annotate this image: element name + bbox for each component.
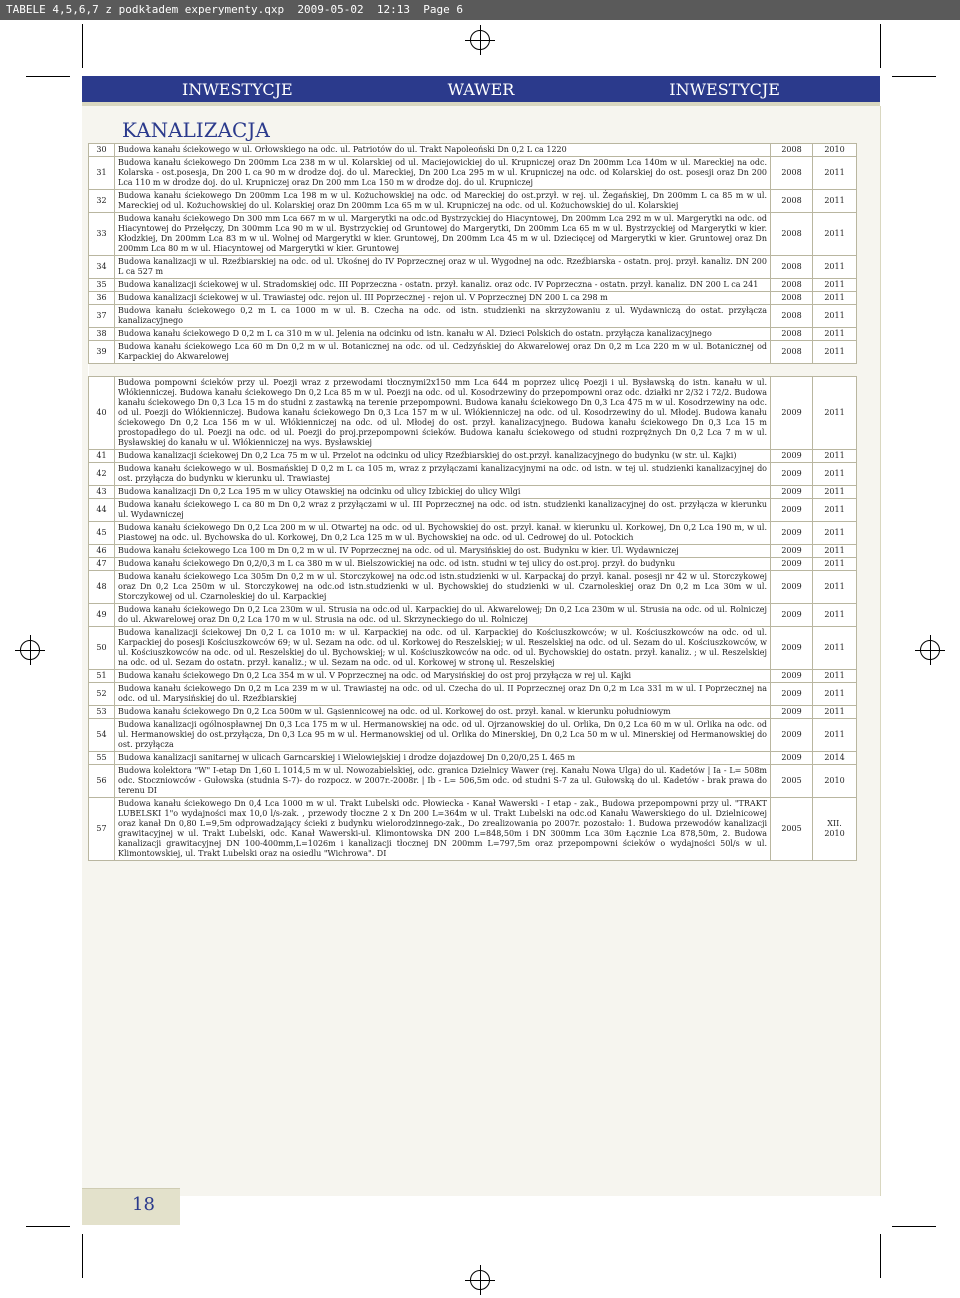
row-end-year: 2011 xyxy=(813,463,857,486)
row-start-year: 2009 xyxy=(771,670,813,683)
row-number: 43 xyxy=(89,486,115,499)
row-end-year: 2011 xyxy=(813,486,857,499)
row-number: 31 xyxy=(89,157,115,190)
row-number: 48 xyxy=(89,571,115,604)
row-start-year: 2008 xyxy=(771,279,813,292)
table-row xyxy=(89,213,857,256)
row-description: Budowa kanału ściekowego 0,2 m L ca 1000 m w ul. B. Czecha na odc. od istn. studzienki na skrzyżowaniu z ul. Wydawniczą do ostat. przyłącza kanalizacyjnego xyxy=(115,305,771,328)
row-start-year: 2009 xyxy=(771,604,813,627)
table-row xyxy=(89,752,857,765)
table-row xyxy=(89,144,857,157)
table-row xyxy=(89,604,857,627)
section-title: KANALIZACJA xyxy=(122,118,270,142)
row-start-year: 2008 xyxy=(771,213,813,256)
table-row xyxy=(89,341,857,364)
row-number: 56 xyxy=(89,765,115,798)
row-end-year: 2011 xyxy=(813,499,857,522)
row-end-year: 2010 xyxy=(813,765,857,798)
row-description: Budowa pompowni ścieków przy ul. Poezji wraz z przewodami tłocznymi2x150 mm Lca 644 m poprzez ulicę Poezji i ul. Bysławską do istn. kanału w ul. Włókienniczej. Budowa kanału ściekowego Dn 0,2 Lca 85 m w ul. Poezji na odc. od ul. Kosodrzewiny do przepompowni oraz odc. działki nr 2/32 i 72/2. Budowa kanału ściekowego Dn 0,3 Lca 15 m do studni z zastawką na terenie przepompowni. Budowa kanału ściekowego Dn 0,3 Lca 475 m w ul. Kosodrzewiny na odc. od ul. Poezji do Włókienniczej. Budowa kanału ściekowego Dn 0,3 Lca 157 m w ul. Włókienniczej na odc. od ul. Kosodrzewiny do ul. Młodej. Budowa kanału ściekowego Dn 0,2 Lca 156 m w ul. Włókienniczej na odc. od ul. Młodej do ost. przył. kanalizacyjnego. Budowa kanału ściekowego Dn 0,3 Lca 15 m prostopadłego do ul. Poezji na odc. od ul. Poezji do proj.przepompowni ścieków. Budowa kanału ściekowego od studni rozprężnych Dn 0,2 Lca 7 m w ul. Bysławskiej do kanału w ul. Włókienniczej na wys. Bysławskiej xyxy=(115,377,771,450)
row-description: Budowa kanału ściekowego Dn 0,2 Lca 500m w ul. Gąsiennicowej na odc. od ul. Korkowej do ost. przył. kanal. w kierunku południowym xyxy=(115,706,771,719)
row-number: 53 xyxy=(89,706,115,719)
row-number: 52 xyxy=(89,683,115,706)
row-description: Budowa kanału ściekowego Dn 300 mm Lca 667 m w ul. Margerytki na odc.od Bystrzyckiej do Hiacyntowej, Dn 200mm Lca 292 m w ul. Margerytki na odc. od Hiacyntowej do Przełęczy, Dn 300mm Lca 90 m w ul. Bystrzyckiej od Gruntowej do Margerytki, Dn 200mm Lca 65 m w ul. Bystrzyckiej od Margerytki w kier. Kłodzkiej, Dn 200mm Lca 83 m w ul. Wolnej od Margerytki w kier. Gruntowej, Dn 200mm Lca 45 m w ul. Dziecięcej od Margerytki w kier. Gruntowej oraz Dn 200mm Lca 80 m w ul. Hiacyntowej od Margerytki w kier. Gruntowej xyxy=(115,213,771,256)
table-row xyxy=(89,706,857,719)
row-start-year: 2008 xyxy=(771,305,813,328)
row-start-year: 2009 xyxy=(771,522,813,545)
row-start-year: 2009 xyxy=(771,463,813,486)
row-description: Budowa kanalizacji ściekowej Dn 0,2 L ca 1010 m: w ul. Karpackiej na odc. od ul. Karpackiej do Kościuszkowców; w ul. Kościuszkowców na odc. od ul. Karpackiej do posesji Kościuszkowców 69; w ul. Sezam na odc. od ul. Korkowej do Reszelskiej; w ul. Reszelskiej na odc. od ul. Sezam do ul. Kościuszkowców, w ul. Kościuszkowców na odc. od ul. Reszelskiej do ul. Bychowskiej; w ul. Kościuszkowców na odc. od ul. Bychowskiej do ostatn. przył. kanaliz. ; w ul. Reszelskiej na odc. od ul. Sezam do ostatn. przył. kanaliz.; w ul. Sezam na odc. od ul. Korkowej w stronę ul. Reszelskiej xyxy=(115,627,771,670)
investment-table xyxy=(88,143,857,861)
row-start-year: 2009 xyxy=(771,499,813,522)
row-number: 35 xyxy=(89,279,115,292)
row-number: 49 xyxy=(89,604,115,627)
row-description: Budowa kanalizacji ściekowej w ul. Stradomskiej odc. III Poprzeczna - ostatn. przył. kanaliz. oraz odc. IV Poprzeczna - ostatn. przył. kanaliz. DN 200 L ca 241 xyxy=(115,279,771,292)
row-number: 42 xyxy=(89,463,115,486)
crop-mark xyxy=(82,1234,83,1278)
registration-mark-icon xyxy=(470,30,490,50)
row-end-year: 2011 xyxy=(813,706,857,719)
row-description: Budowa kanalizacji ściekowej w ul. Trawiastej odc. rejon ul. III Poprzecznej - rejon ul. V Poprzecznej DN 200 L ca 298 m xyxy=(115,292,771,305)
crop-mark xyxy=(26,76,70,77)
row-start-year: 2005 xyxy=(771,798,813,861)
row-end-year: 2011 xyxy=(813,157,857,190)
row-end-year: 2011 xyxy=(813,190,857,213)
row-number: 32 xyxy=(89,190,115,213)
row-description: Budowa kanału ściekowego Dn 0,2 Lca 354 m w ul. V Poprzecznej na odc. od Marysińskiej do ost proj przyłącza w rej ul. Kajki xyxy=(115,670,771,683)
row-start-year: 2009 xyxy=(771,719,813,752)
row-start-year: 2009 xyxy=(771,545,813,558)
table-row xyxy=(89,798,857,861)
crop-mark xyxy=(880,24,881,68)
row-number: 41 xyxy=(89,450,115,463)
row-number: 36 xyxy=(89,292,115,305)
table-row xyxy=(89,765,857,798)
row-description: Budowa kanału ściekowego Lca 100 m Dn 0,2 m w ul. IV Poprzecznej na odc. od ul. Marysińskiej do ost. Budynku w kier. Ul. Wydawniczej xyxy=(115,545,771,558)
table-row xyxy=(89,627,857,670)
row-end-year: 2011 xyxy=(813,627,857,670)
row-start-year: 2009 xyxy=(771,450,813,463)
row-end-year: 2011 xyxy=(813,377,857,450)
row-end-year: 2011 xyxy=(813,670,857,683)
row-description: Budowa kanału ściekowego w ul. Bosmańskiej D 0,2 m L ca 105 m, wraz z przyłączami kanalizacyjnymi na odc. od istn. w tej ul. studzienki kanalizacyjnej do ost. przyłącza do budynku w kierunku ul. Trawiastej xyxy=(115,463,771,486)
row-end-year: 2011 xyxy=(813,213,857,256)
table-gap xyxy=(89,364,857,377)
table-row xyxy=(89,463,857,486)
row-description: Budowa kanalizacji ściekowej Dn 0,2 Lca 75 m w ul. Przelot na odcinku od ulicy Rzeźbiarskiej do ost.przył. kanalizacyjnego do budynku (w str. ul. Kajki) xyxy=(115,450,771,463)
row-end-year: 2014 xyxy=(813,752,857,765)
header-center: WAWER xyxy=(447,79,515,99)
row-description: Budowa kanału ściekowego Dn 0,4 Lca 1000 m w ul. Trakt Lubelski odc. Płowiecka - Kanał Wawerski - I etap - zak., Budowa przepompowni przy ul. "TRAKT LUBELSKI 1"o wydajności max 10,0 l/s-zak. , przewody tłoczne 2 x Dn 200 L=364m w ul. Trakt Lubelski na odc.od Kanału Wawerskiego do ul. Dzielnicowej oraz kanał Dn 0,80 L=9,5m odprowadzający ścieki z budynku wielorodzinnego-zak., Do zrealizowania po 2007r. pozostało: 1. Budowa przewodów kanalizacji grawitacyjnej w ul. Trakt Lubelski, odc. Kanał Wawerski-ul. Klimontowska DN 200 L=848,50m i DN 300mm Lca 30m Łącznie Lca 878,50m, 2. Budowa kanalizacji grawitacyjnej DN 100-400mm,L=1026m i kanalizacji tłocznej DN 200mm L=797,5m oraz przepompowni ścieków o wydajności 50l/s w ul. Klimontowskiej, ul. Trakt Lubelski oraz na osiedlu "Wichrowa". DI xyxy=(115,798,771,861)
crop-mark xyxy=(892,76,936,77)
page-number-box xyxy=(82,1188,180,1225)
row-number: 57 xyxy=(89,798,115,861)
row-end-year: 2011 xyxy=(813,545,857,558)
row-start-year: 2008 xyxy=(771,256,813,279)
page-number: 18 xyxy=(132,1194,155,1215)
row-description: Budowa kanału ściekowego Dn 0,2/0,3 m L ca 380 m w ul. Bielszowickiej na odc. od istn. studni w tej ulicy do ost.proj. przył. do budynku xyxy=(115,558,771,571)
crop-mark xyxy=(880,1234,881,1278)
row-number: 30 xyxy=(89,144,115,157)
header-band xyxy=(82,76,880,102)
row-description: Budowa kolektora "W" I-etap Dn 1,60 L 1014,5 m w ul. Nowozabielskiej, odc. granica Dzielnicy Wawer (rej. Kanału Nowa Ulga) do ul. Kadetów | Ia - L= 508m odc. Stoczniowców - Gułowska (studnia S-7)- do rozpocz. w 2007r.-2008r. | Ib - L= 506,5m odc. od studni S-7 za ul. Gułowską do ul. Kadetów - brak prawa do terenu DI xyxy=(115,765,771,798)
row-description: Budowa kanalizacji Dn 0,2 Lca 195 m w ulicy Otawskiej na odcinku od ulicy Izbickiej do ulicy Wilgi xyxy=(115,486,771,499)
table-row xyxy=(89,292,857,305)
table-row xyxy=(89,558,857,571)
row-description: Budowa kanalizacji w ul. Rzeźbiarskiej na odc. od ul. Ukośnej do IV Poprzecznej oraz w ul. Wygodnej na odc. Rzeźbiarska - ostatn. proj. przył. kanaliz. DN 200 L ca 527 m xyxy=(115,256,771,279)
row-end-year: 2011 xyxy=(813,328,857,341)
table-row xyxy=(89,499,857,522)
row-description: Budowa kanału ściekowego w ul. Orłowskiego na odc. ul. Patriotów do ul. Trakt Napoleoński Dn 0,2 L ca 1220 xyxy=(115,144,771,157)
table-row xyxy=(89,190,857,213)
table-row xyxy=(89,305,857,328)
table-row xyxy=(89,719,857,752)
row-start-year: 2005 xyxy=(771,765,813,798)
row-description: Budowa kanału ściekowego D 0,2 m L ca 310 m w ul. Jelenia na odcinku od istn. kanału w Al. Dzieci Polskich do ostatn. przyłącza kanalizacyjnego xyxy=(115,328,771,341)
row-start-year: 2009 xyxy=(771,558,813,571)
table-row xyxy=(89,279,857,292)
crop-mark xyxy=(892,1226,936,1227)
row-end-year: 2011 xyxy=(813,279,857,292)
row-description: Budowa kanału ściekowego Dn 200mm Lca 238 m w ul. Kolarskiej od ul. Maciejowickiej do ul. Krupniczej oraz Dn 200mm Lca 140m w ul. Mareckiej na odc. Kolarska - ost.posesja, Dn 200 L ca 90 m w drodze doj. do ul. Mareckiej, Dn 200 Lca 295 m w ul. Krupniczej na odc. od Kolarskiej do ost. posesji oraz Dn 200 Lca 110 m w drodze doj. do ul. Krupniczej oraz Dn 200 mm Lca 150 m w drodze doj. do ul. Krupniczej xyxy=(115,157,771,190)
table-row xyxy=(89,670,857,683)
header-left: INWESTYCJE xyxy=(182,79,293,99)
row-number: 54 xyxy=(89,719,115,752)
table-row xyxy=(89,545,857,558)
row-end-year: 2011 xyxy=(813,719,857,752)
row-end-year: 2011 xyxy=(813,256,857,279)
row-number: 40 xyxy=(89,377,115,450)
row-start-year: 2008 xyxy=(771,190,813,213)
row-number: 55 xyxy=(89,752,115,765)
row-number: 33 xyxy=(89,213,115,256)
crop-mark xyxy=(26,1226,70,1227)
row-number: 45 xyxy=(89,522,115,545)
row-start-year: 2008 xyxy=(771,328,813,341)
row-end-year: 2011 xyxy=(813,522,857,545)
row-description: Budowa kanału ściekowego L ca 80 m Dn 0,2 wraz z przyłączami w ul. III Poprzecznej na odc. od istn. studzienki kanalizacyjnej do ost. przyłącza w kierunku ul. Wydawniczej xyxy=(115,499,771,522)
row-number: 39 xyxy=(89,341,115,364)
registration-mark-icon xyxy=(470,1270,490,1290)
row-start-year: 2009 xyxy=(771,486,813,499)
row-number: 50 xyxy=(89,627,115,670)
row-end-year: 2011 xyxy=(813,450,857,463)
row-description: Budowa kanalizacji sanitarnej w ulicach Garncarskiej i Wielowiejskiej i drodze dojazdowej Dn 0,20/0,25 L 465 m xyxy=(115,752,771,765)
row-number: 46 xyxy=(89,545,115,558)
table-row xyxy=(89,157,857,190)
registration-mark-icon xyxy=(20,640,40,660)
print-slug-header: TABELE 4,5,6,7 z podkładem experymenty.qxp 2009-05-02 12:13 Page 6 xyxy=(0,0,960,20)
row-start-year: 2009 xyxy=(771,571,813,604)
row-end-year: 2010 xyxy=(813,144,857,157)
row-description: Budowa kanału ściekowego Dn 0,2 Lca 200 m w ul. Otwartej na odc. od ul. Bychowskiej do ost. przył. kanał. w kierunku ul. Korkowej, Dn 0,2 Lca 190 m, w ul. Piastowej na odc. ul. Bychowska do ul. Korkowej, Dn 0,2 Lca 125 m w ul. Bychowskiej na odc. od ul. Cedrowej do ul. Potockich xyxy=(115,522,771,545)
row-end-year: 2011 xyxy=(813,683,857,706)
row-start-year: 2008 xyxy=(771,292,813,305)
table-row xyxy=(89,571,857,604)
table-row xyxy=(89,683,857,706)
row-end-year: 2011 xyxy=(813,305,857,328)
row-end-year: XII. 2010 xyxy=(813,798,857,861)
row-description: Budowa kanału ściekowego Lca 305m Dn 0,2 m w ul. Storczykowej na odc.od istn.studzienki w ul. Karpackaj do przył. kanal. posesji nr 42 w ul. Storczykowej oraz Dn 0,2 Lca 250m w ul. Storczykowej na odc.od istn.studzienki w ul. Bychowskiej do studzienki w ul. Czarnoleskiej oraz Dn 0,2 m Lca 30m w ul. Storczykowej od ul. Czarnoleskiej do ul. Karpackiej xyxy=(115,571,771,604)
table-row xyxy=(89,450,857,463)
registration-mark-icon xyxy=(920,640,940,660)
header-right: INWESTYCJE xyxy=(669,79,780,99)
row-description: Budowa kanału ściekowego Lca 60 m Dn 0,2 m w ul. Botanicznej na odc. od ul. Cedzyńskiej do Akwarelowej oraz Dn 0,2 m Lca 220 m w ul. Botanicznej od Karpackiej do Akwarelowej xyxy=(115,341,771,364)
crop-mark xyxy=(82,24,83,68)
row-end-year: 2011 xyxy=(813,341,857,364)
row-description: Budowa kanału ściekowego Dn 0,2 Lca 230m w ul. Strusia na odc.od ul. Karpackiej do ul. Akwarelowej; Dn 0,2 Lca 230m w ul. Strusia na odc. od ul. Rolniczej do ul. Akwarelowej oraz Dn 0,2 Lca 170 m w ul. Strusia na odc. od ul. Skrzyneckiego do ul. Rolniczej xyxy=(115,604,771,627)
row-description: Budowa kanału ściekowego Dn 200mm Lca 198 m w ul. Kożuchowskiej na odc. od Mareckiej do ost.przył. w rej. ul. Żegańskiej, Dn 200mm L ca 85 m w ul. Mareckiej od ul. Kożuchowskiej do ul. Kolarskiej oraz Dn 200mm Lca 65 m w ul. Krupniczej na odc. od ul. Kożuchowskiej do ul. Kolarskiej xyxy=(115,190,771,213)
row-number: 34 xyxy=(89,256,115,279)
row-end-year: 2011 xyxy=(813,571,857,604)
row-number: 47 xyxy=(89,558,115,571)
row-start-year: 2008 xyxy=(771,157,813,190)
row-number: 44 xyxy=(89,499,115,522)
row-end-year: 2011 xyxy=(813,292,857,305)
row-number: 51 xyxy=(89,670,115,683)
table-row xyxy=(89,377,857,450)
row-start-year: 2009 xyxy=(771,706,813,719)
row-number: 38 xyxy=(89,328,115,341)
row-start-year: 2009 xyxy=(771,752,813,765)
row-number: 37 xyxy=(89,305,115,328)
row-start-year: 2009 xyxy=(771,683,813,706)
row-description: Budowa kanalizacji ogólnospławnej Dn 0,3 Lca 175 m w ul. Hermanowskiej na odc. od ul. Ojrzanowskiej do ul. Orlika, Dn 0,2 Lca 60 m w ul. Orlika na odc. od ul. Hermanowskiej do ost.przyłącza, Dn 0,3 Lca 95 m w ul. Hermanowskiej od ul. Orlika do Minerskiej, Dn 0,2 Lca 50 m w ul. Minerskiej od Hermanowskiej do ost. przyłącza xyxy=(115,719,771,752)
row-start-year: 2009 xyxy=(771,627,813,670)
table-row xyxy=(89,328,857,341)
table-row xyxy=(89,256,857,279)
table-row xyxy=(89,522,857,545)
row-start-year: 2008 xyxy=(771,144,813,157)
row-end-year: 2011 xyxy=(813,558,857,571)
row-end-year: 2011 xyxy=(813,604,857,627)
table-row xyxy=(89,486,857,499)
row-description: Budowa kanału ściekowego Dn 0,2 m Lca 239 m w ul. Trawiastej na odc. od ul. Czecha do ul. II Poprzecznej oraz Dn 0,2 m Lca 331 m w ul. I Poprzecznej na odc. od ul. Marysińskiej do ul. Rzeźbiarskiej xyxy=(115,683,771,706)
row-start-year: 2009 xyxy=(771,377,813,450)
row-start-year: 2008 xyxy=(771,341,813,364)
